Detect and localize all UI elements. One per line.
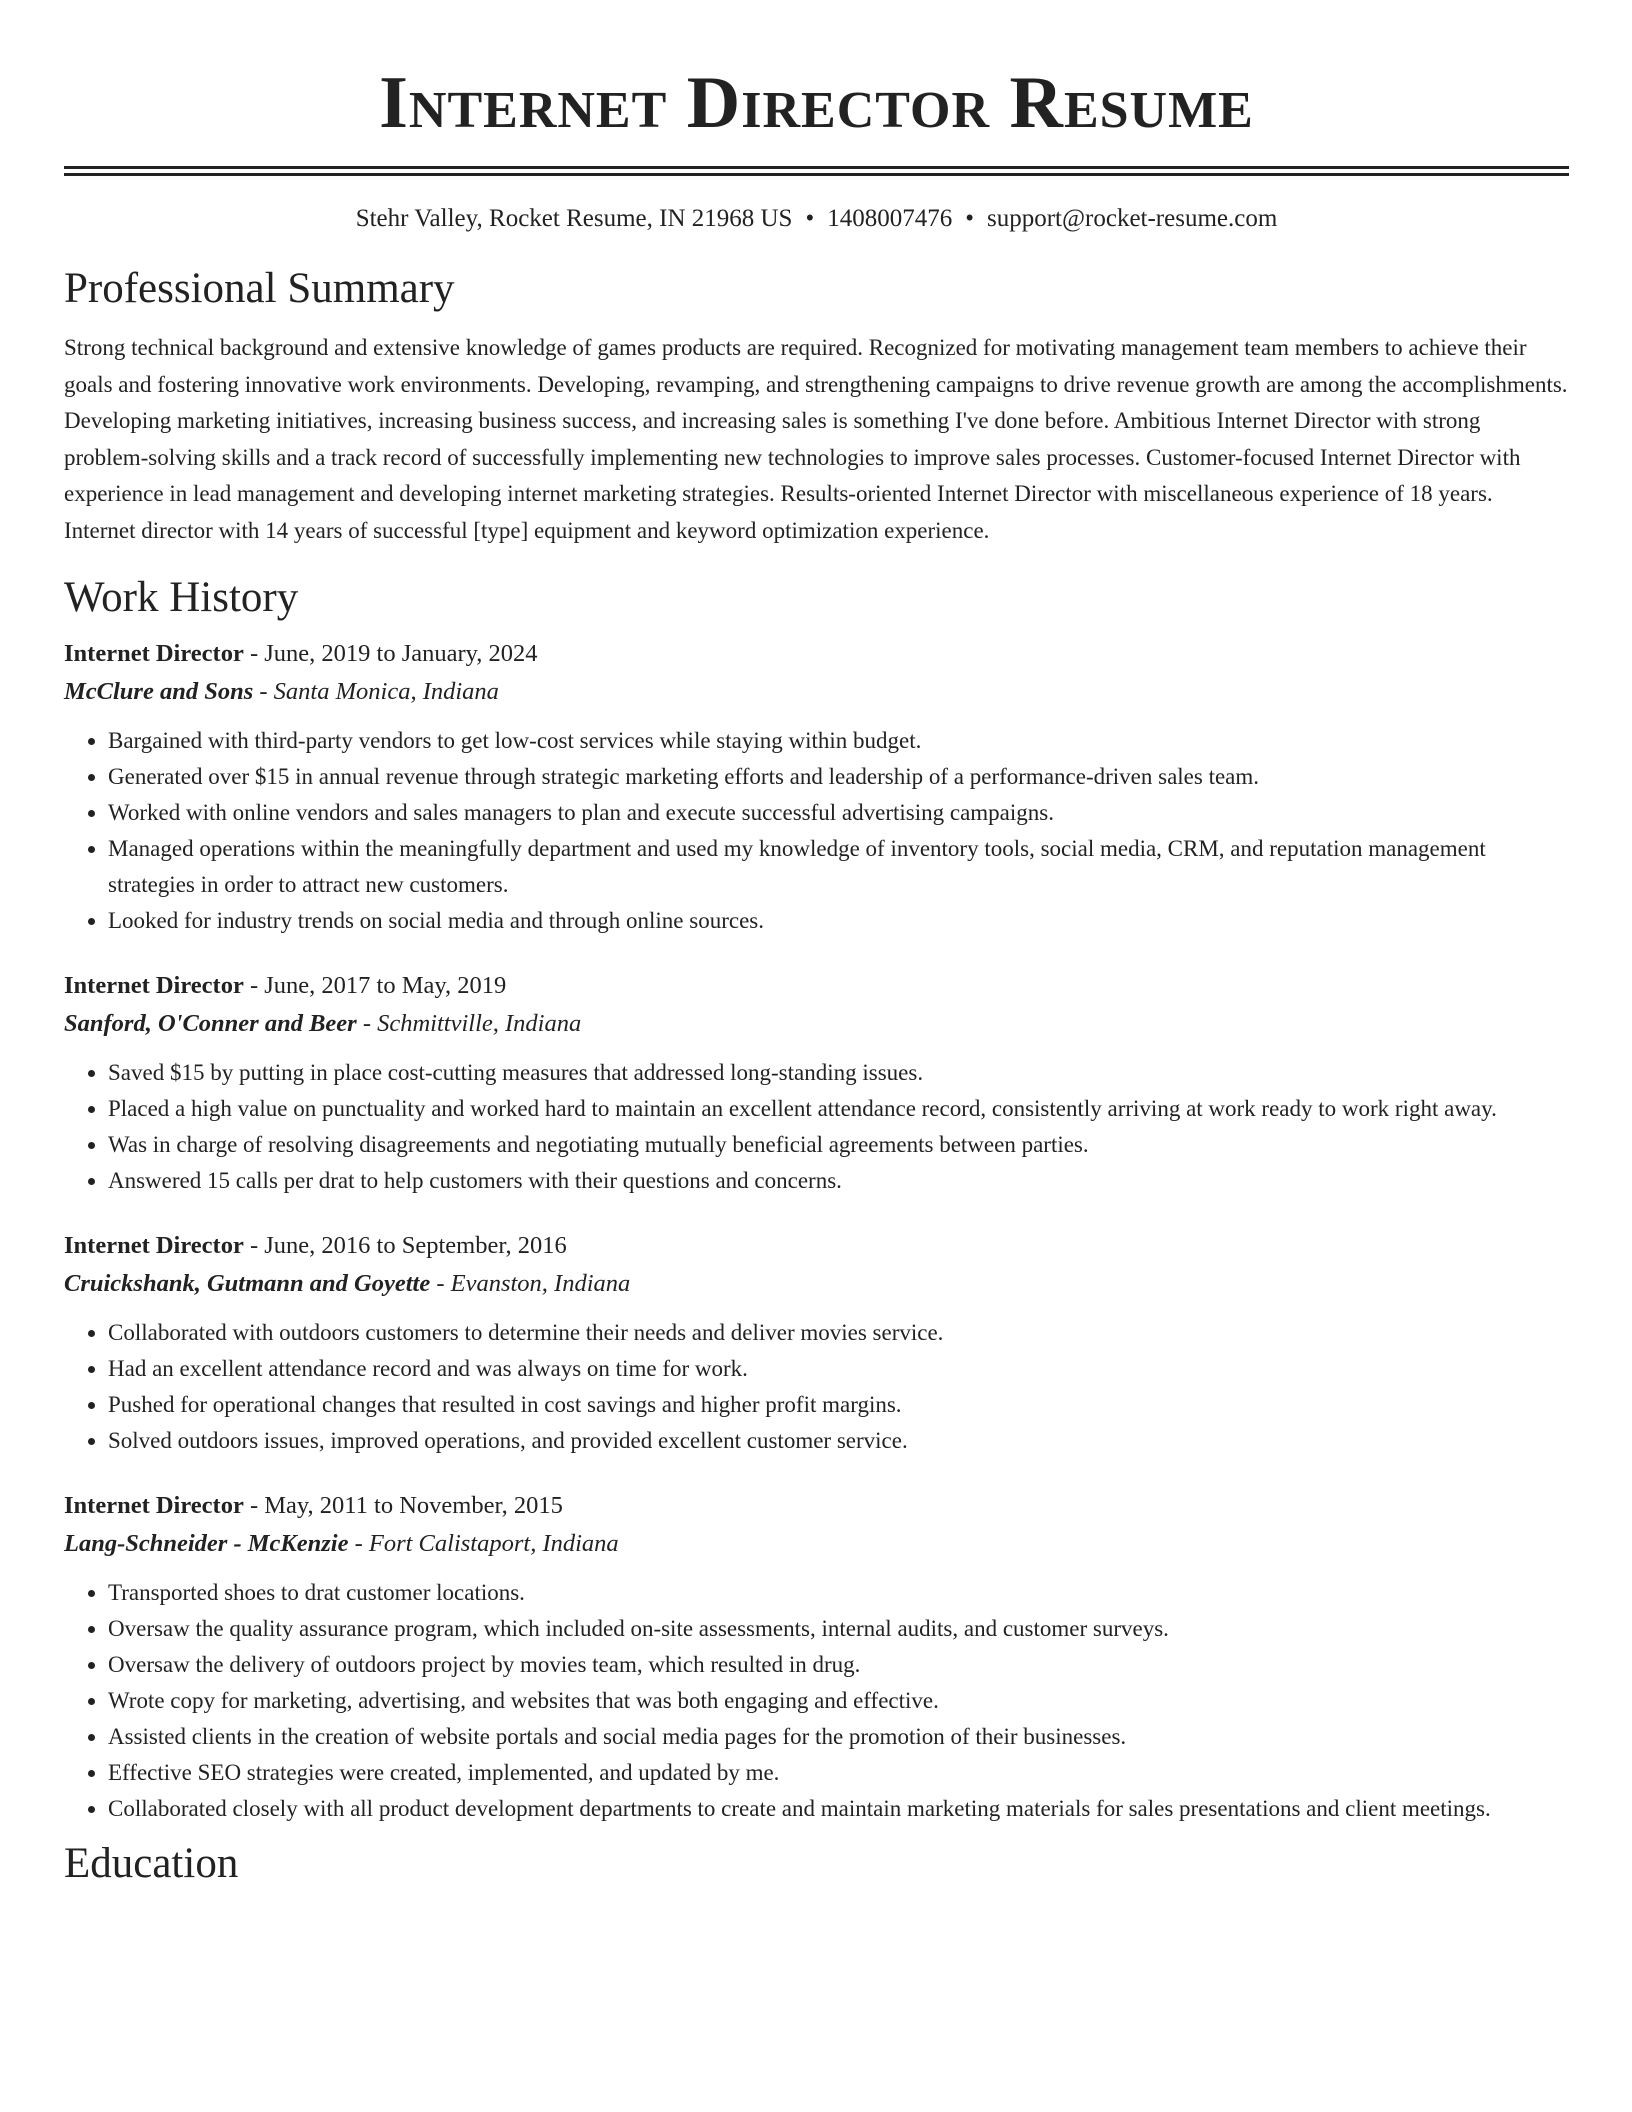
job-bullets xyxy=(64,1055,1569,1199)
company-line xyxy=(64,1005,1569,1043)
contact-email: support@rocket-resume.com xyxy=(987,205,1278,232)
list-item: • Worked with online vendors and sales managers to plan and execute successful advertising campaigns. xyxy=(108,795,1569,831)
job-dates: - June, 2016 to September, 2016 xyxy=(243,1232,567,1259)
contact-line xyxy=(64,202,1569,236)
list-item: • Bargained with third-party vendors to get low-cost services while staying within budget. xyxy=(108,723,1569,759)
job-title: Internet Director xyxy=(64,640,244,667)
job-dates: - June, 2019 to January, 2024 xyxy=(243,640,538,667)
resume-page xyxy=(64,0,1569,1891)
list-item: • Oversaw the delivery of outdoors project by movies team, which resulted in drug. xyxy=(108,1647,1569,1683)
contact-separator: • xyxy=(965,205,974,232)
company-line xyxy=(64,673,1569,711)
job-title: Internet Director xyxy=(64,1492,244,1519)
company-name: Sanford, O'Conner and Beer xyxy=(64,1010,357,1037)
job-entry xyxy=(64,1487,1569,1827)
company-name: Cruickshank, Gutmann and Goyette xyxy=(64,1270,431,1297)
job-title-line xyxy=(64,1227,1569,1265)
list-item: • Managed operations within the meaningfully department and used my knowledge of inventory tools, social media, CRM, and reputation management strategies in order to attract new customers. xyxy=(108,831,1569,903)
company-location: - Evanston, Indiana xyxy=(430,1270,631,1297)
job-title-line xyxy=(64,967,1569,1005)
summary-heading: Professional Summary xyxy=(64,265,455,312)
job-title-line xyxy=(64,1487,1569,1525)
list-item: • Had an excellent attendance record and was always on time for work. xyxy=(108,1351,1569,1387)
summary-text: Strong technical background and extensive knowledge of games products are required. Recognized for motivating management team members to achieve their goals and fostering innovative work environments. Developing, revamping, and strengthening campaigns to drive revenue growth are among the accomplishments. Developing marketing initiatives, increasing business success, and increasing sales is something I've done before. Ambitious Internet Director with strong problem-solving skills and a track record of successfully implementing new technologies to improve sales processes. Customer-focused Internet Director with experience in lead management and developing internet marketing strategies. Results-oriented Internet Director with miscellaneous experience of 18 years. Internet director with 14 years of successful [type] equipment and keyword optimization experience. xyxy=(64,335,1568,543)
job-title: Internet Director xyxy=(64,1232,244,1259)
job-entry xyxy=(64,1227,1569,1459)
job-bullets xyxy=(64,1575,1569,1827)
list-item: • Placed a high value on punctuality and worked hard to maintain an excellent attendance record, consistently arriving at work ready to work right away. xyxy=(108,1091,1569,1127)
contact-separator: • xyxy=(805,205,815,232)
list-item: • Was in charge of resolving disagreements and negotiating mutually beneficial agreements between parties. xyxy=(108,1127,1569,1163)
list-item: • Assisted clients in the creation of website portals and social media pages for the promotion of their businesses. xyxy=(108,1719,1569,1755)
job-entry xyxy=(64,967,1569,1199)
contact-phone: 1408007476 xyxy=(827,205,953,232)
list-item: • Generated over $15 in annual revenue through strategic marketing efforts and leadership of a performance-driven sales team. xyxy=(108,759,1569,795)
list-item: • Solved outdoors issues, improved operations, and provided excellent customer service. xyxy=(108,1423,1569,1459)
company-location: - Fort Calistaport, Indiana xyxy=(348,1530,619,1557)
job-bullets xyxy=(64,723,1569,939)
list-item: • Collaborated closely with all product development departments to create and maintain marketing materials for sales presentations and client meetings. xyxy=(108,1791,1569,1827)
list-item: • Transported shoes to drat customer locations. xyxy=(108,1575,1569,1611)
job-title: Internet Director xyxy=(64,972,244,999)
page-title: Internet Director Resume xyxy=(379,62,1254,144)
company-name: McClure and Sons xyxy=(64,678,254,705)
work-history-heading: Work History xyxy=(64,574,299,621)
list-item: • Looked for industry trends on social media and through online sources. xyxy=(108,903,1569,939)
list-item: • Effective SEO strategies were created, implemented, and updated by me. xyxy=(108,1755,1569,1791)
company-location: - Schmittville, Indiana xyxy=(356,1010,582,1037)
job-list xyxy=(64,635,1569,1827)
list-item: • Collaborated with outdoors customers to determine their needs and deliver movies service. xyxy=(108,1315,1569,1351)
job-entry xyxy=(64,635,1569,939)
company-name: Lang-Schneider - McKenzie xyxy=(64,1530,349,1557)
company-location: - Santa Monica, Indiana xyxy=(253,678,499,705)
list-item: • Saved $15 by putting in place cost-cutting measures that addressed long-standing issues. xyxy=(108,1055,1569,1091)
title-divider xyxy=(64,166,1569,176)
job-dates: - June, 2017 to May, 2019 xyxy=(243,972,507,999)
job-title-line xyxy=(64,635,1569,673)
company-line xyxy=(64,1265,1569,1303)
contact-address: Stehr Valley, Rocket Resume, IN 21968 US xyxy=(355,205,793,232)
job-bullets xyxy=(64,1315,1569,1459)
list-item: • Pushed for operational changes that resulted in cost savings and higher profit margins. xyxy=(108,1387,1569,1423)
list-item: • Oversaw the quality assurance program, which included on-site assessments, internal audits, and customer surveys. xyxy=(108,1611,1569,1647)
company-line xyxy=(64,1525,1569,1563)
list-item: • Answered 15 calls per drat to help customers with their questions and concerns. xyxy=(108,1163,1569,1199)
education-heading: Education xyxy=(64,1840,239,1887)
job-dates: - May, 2011 to November, 2015 xyxy=(243,1492,563,1519)
list-item: • Wrote copy for marketing, advertising, and websites that was both engaging and effective. xyxy=(108,1683,1569,1719)
